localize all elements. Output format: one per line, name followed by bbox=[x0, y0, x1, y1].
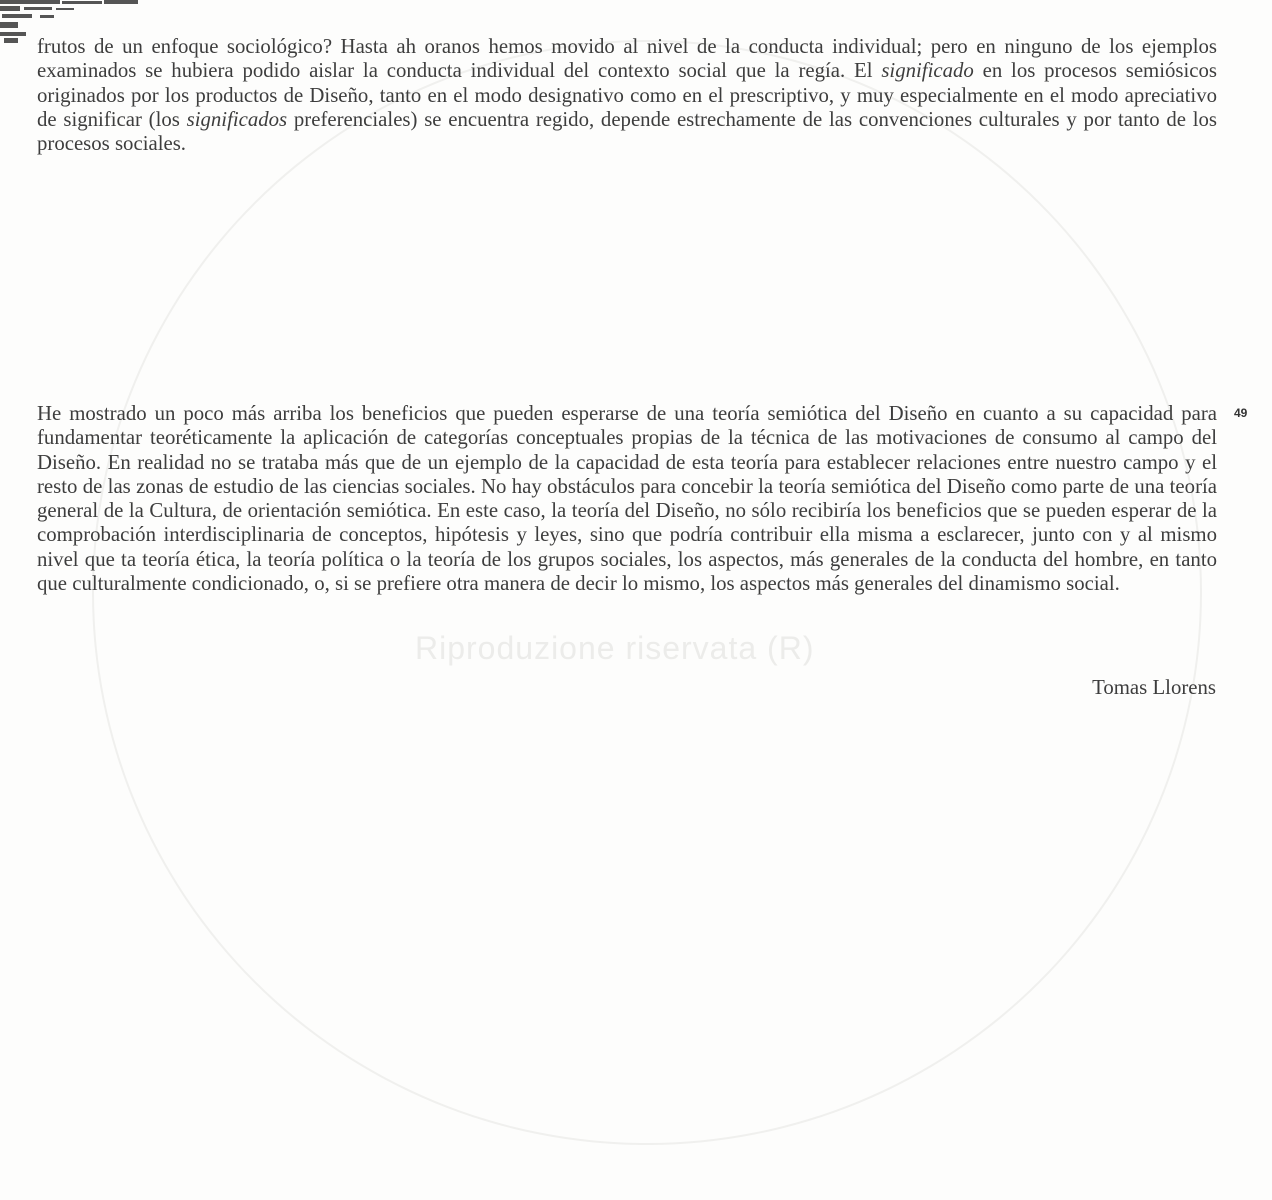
watermark-text: Riproduzione riservata (R) bbox=[415, 630, 815, 666]
author-signature: Tomas Llorens bbox=[1092, 676, 1216, 699]
paragraph-1 bbox=[37, 35, 1217, 156]
page-number: 49 bbox=[1234, 406, 1248, 420]
paragraph-1-text-b: en los procesos semiósicos originados por los productos de Diseño, tanto en el modo designativo como en el prescriptivo, y muy especialmente en el modo apreciativo de significar (los bbox=[37, 59, 1217, 131]
paragraph-1-emphasis-significado: significado bbox=[881, 59, 974, 83]
paragraph-1-text-c: preferenciales) se encuentra regido, depende estrechamente de las convenciones culturales y por tanto de los procesos sociales. bbox=[37, 107, 1217, 156]
paragraph-1-emphasis-significados: significados bbox=[186, 107, 288, 131]
paragraph-2: He mostrado un poco más arriba los beneficios que pueden esperarse de una teoría semiótica del Diseño en cuanto a su capacidad para fundamentar teoréticamente la aplicación de categorías conceptuales propias de la técnica de las motivaciones de consumo al campo del Diseño. En realidad no se trataba más que de un ejemplo de la capacidad de esta teoría para establecer relaciones entre nuestro campo y el resto de las zonas de estudio de las ciencias sociales. No hay obstáculos para concebir la teoría semiótica del Diseño como parte de una teoría general de la Cultura, de orientación semiótica. En este caso, la teoría del Diseño, no sólo recibiría los beneficios que se pueden esperar de la comprobación interdisciplinaria de conceptos, hipótesis y leyes, sino que podría contribuir ella misma a esclarecer, junto con y al mismo nivel que ta teoría ética, la teoría política o la teoría de los grupos sociales, los aspectos, más generales de la conducta del hombre, en tanto que culturalmente condicionado, o, si se prefiere otra manera de decir lo mismo, los aspectos más generales del dinamismo social. bbox=[37, 402, 1217, 596]
paragraph-1-text-a: frutos de un enfoque sociológico? Hasta ah oranos hemos movido al nivel de la conducta individual; pero en ninguno de los ejemplos examinados se hubiera podido aislar la conducta individual del contexto social que la regía. El bbox=[37, 35, 1217, 83]
